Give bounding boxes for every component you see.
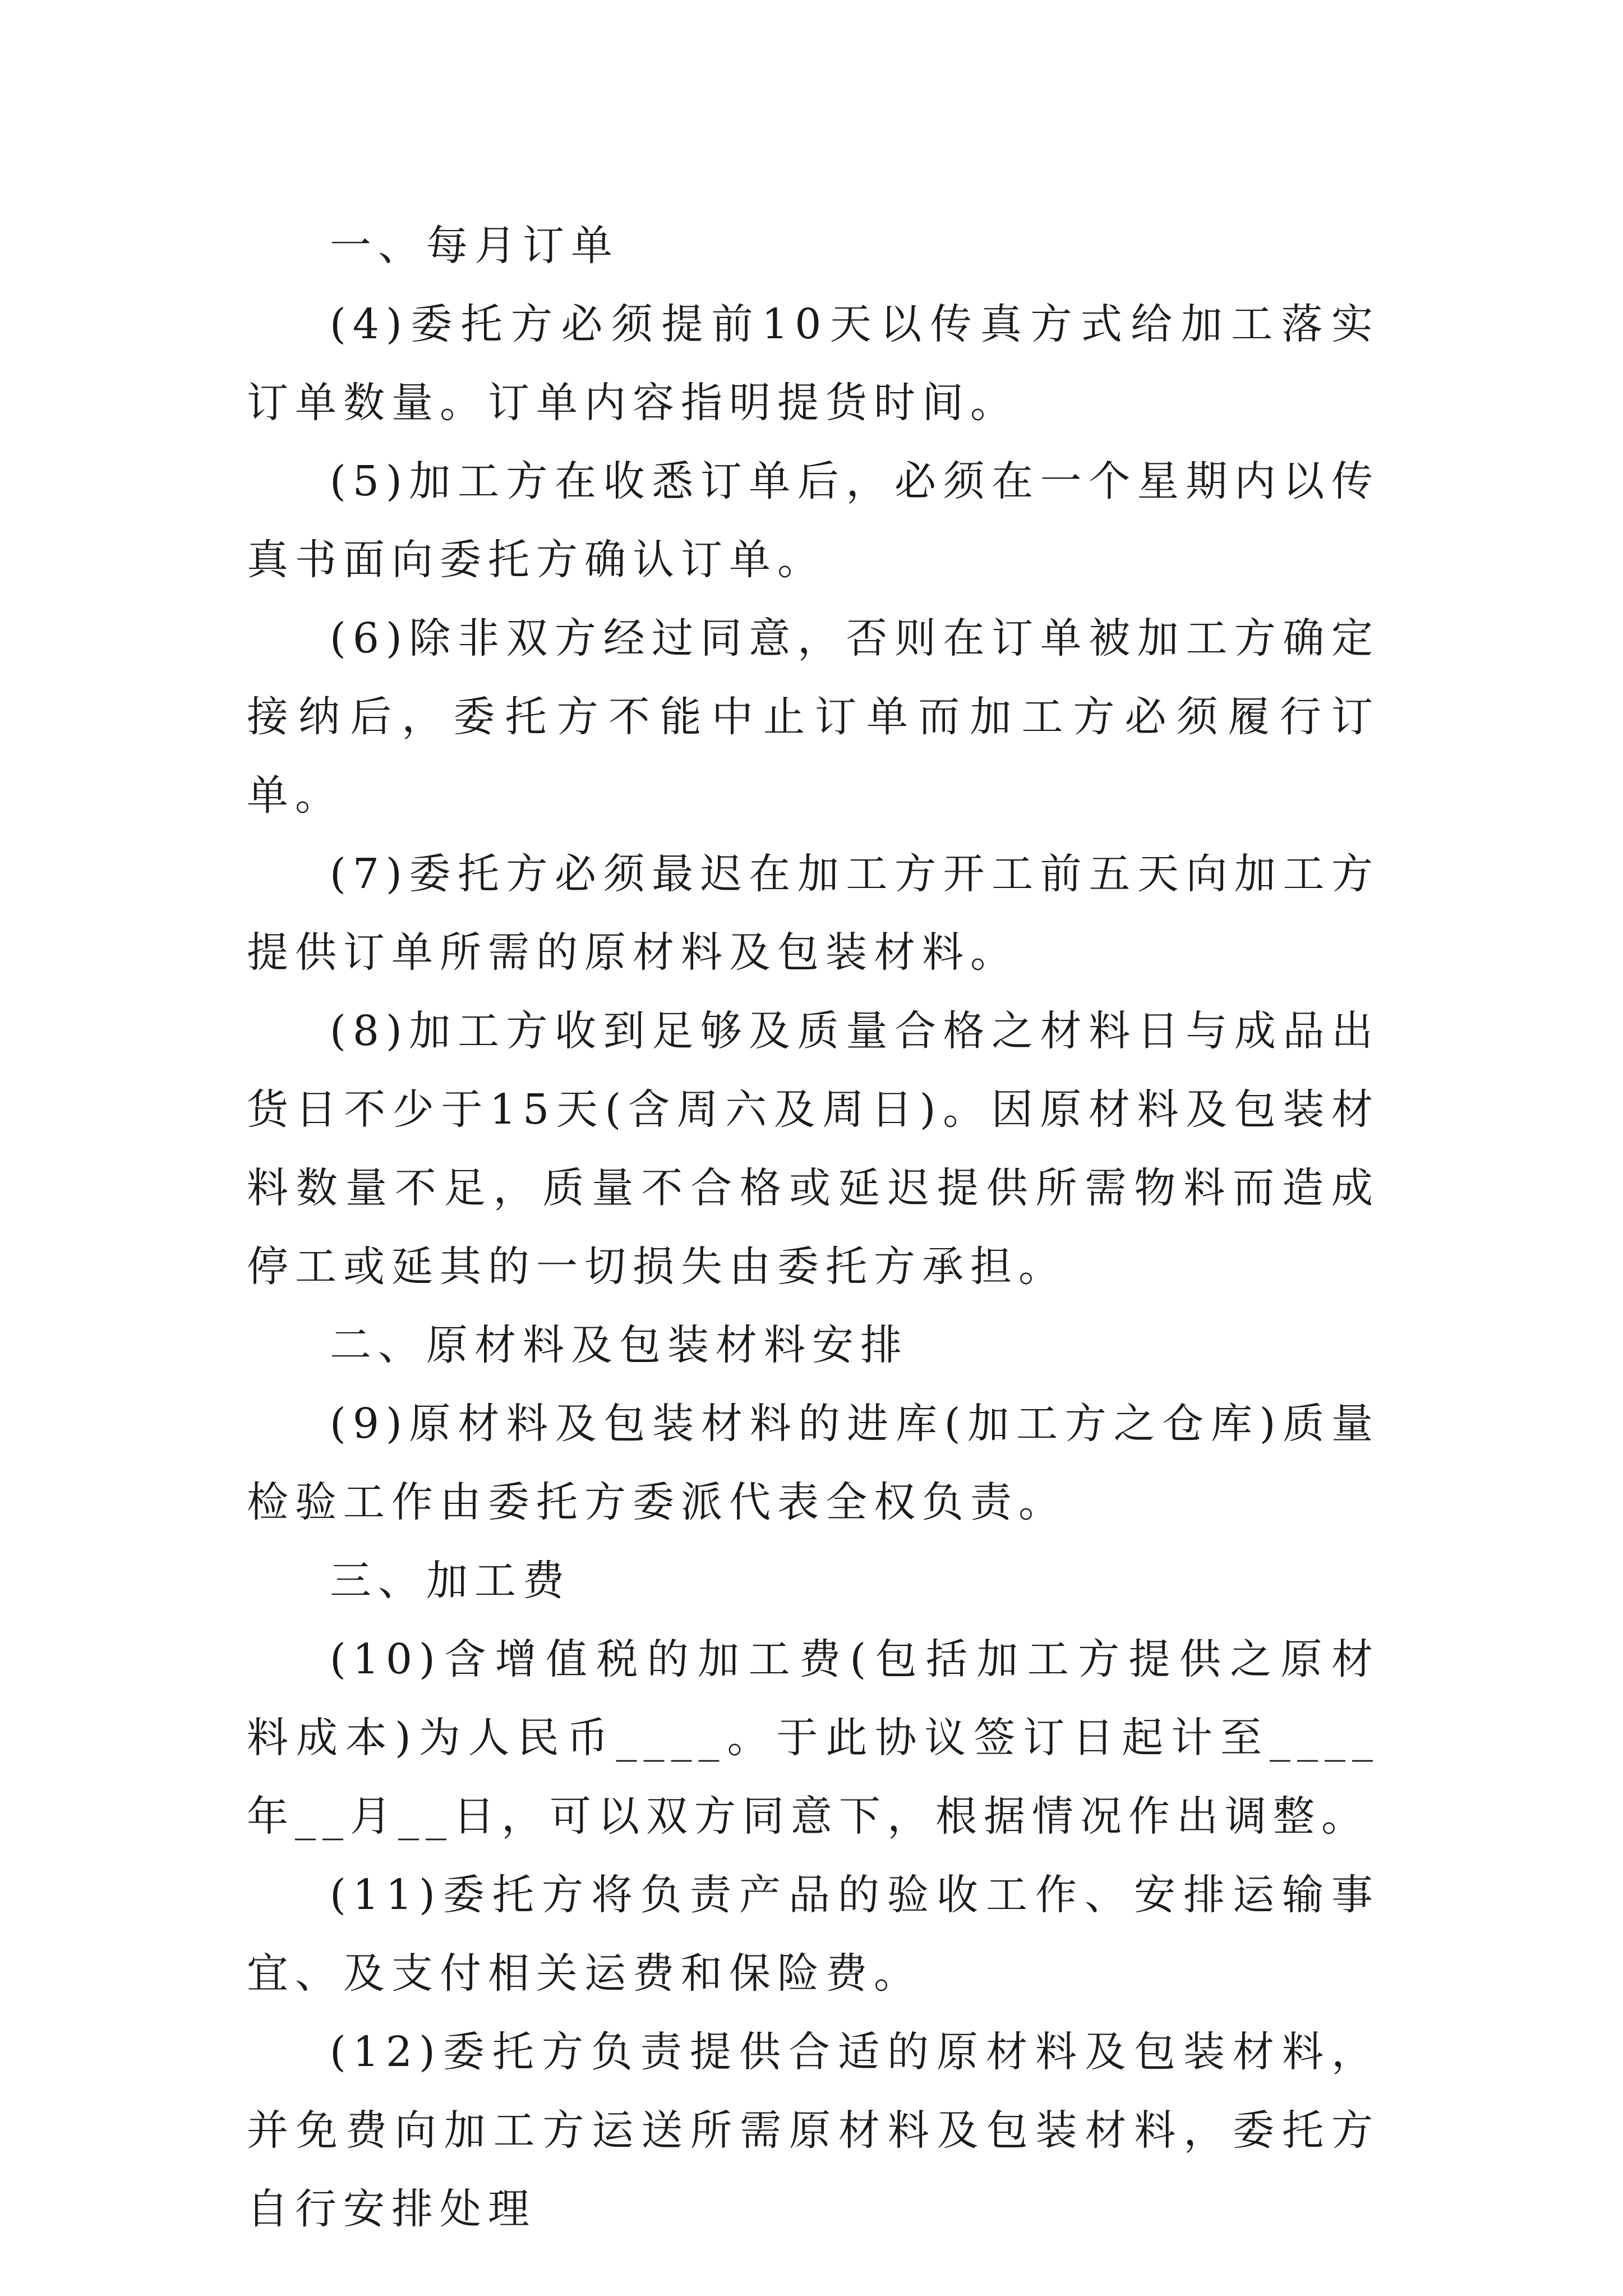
- clause-11: (11)委托方将负责产品的验收工作、安排运输事宜、及支付相关运费和保险费。: [247, 1871, 1380, 1998]
- clause-5: (5)加工方在收悉订单后，必须在一个星期内以传真书面向委托方确认订单。: [247, 457, 1380, 584]
- clause-9: (9)原材料及包装材料的进库(加工方之仓库)质量检验工作由委托方委派代表全权负责。: [247, 1400, 1380, 1526]
- clause-7: (7)委托方必须最迟在加工方开工前五天向加工方提供订单所需的原材料及包装材料。: [247, 850, 1380, 977]
- document-body: [247, 206, 1380, 2248]
- clause-4: (4)委托方必须提前10天以传真方式给加工落实订单数量。订单内容指明提货时间。: [247, 300, 1380, 427]
- clause-10: (10)含增值税的加工费(包括加工方提供之原材料成本)为人民币____。于此协议签订日起计至____年__月__日，可以双方同意下，根据情况作出调整。: [247, 1635, 1380, 1841]
- clause-6: (6)除非双方经过同意，否则在订单被加工方确定接纳后，委托方不能中止订单而加工方必须履行订单。: [247, 614, 1380, 820]
- section-heading-processing-fee: 三、加工费: [330, 1557, 571, 1605]
- section-heading-monthly-orders: 一、每月订单: [330, 222, 619, 270]
- clause-8: (8)加工方收到足够及质量合格之材料日与成品出货日不少于15天(含周六及周日)。因原材料及包装材料数量不足，质量不合格或延迟提供所需物料而造成停工或延其的一切损失由委托方承担。: [247, 1007, 1380, 1291]
- clause-12: (12)委托方负责提供合适的原材料及包装材料，并免费向加工方运送所需原材料及包装材料，委托方自行安排处理: [247, 2028, 1380, 2233]
- section-heading-materials: 二、原材料及包装材料安排: [330, 1321, 909, 1369]
